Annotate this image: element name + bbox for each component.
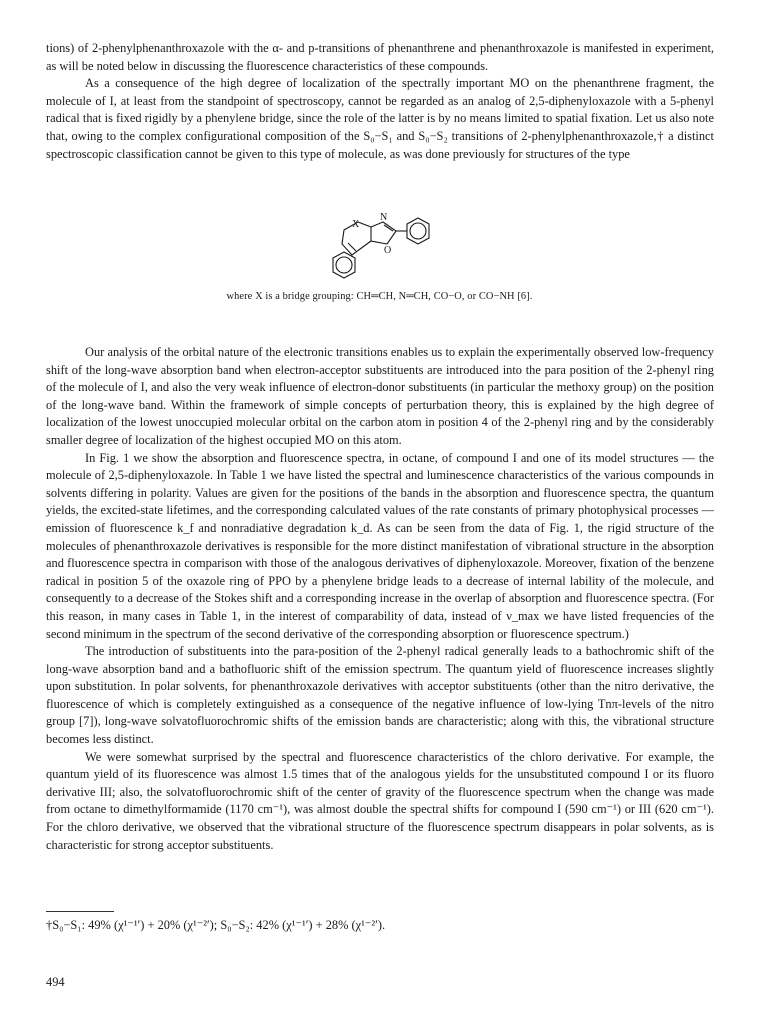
structure-caption: where X is a bridge grouping: CH═CH, N═CH, CO−O, or CO−NH [6]. — [226, 291, 533, 302]
bridge-inner-bond — [348, 243, 356, 251]
phenyl-ring-inner — [410, 223, 426, 239]
footnote-rule — [46, 911, 114, 912]
page-number: 494 — [46, 975, 65, 989]
atom-label-n: N — [380, 212, 388, 223]
chemical-structure — [300, 200, 450, 286]
paragraph-6: We were somewhat surprised by the spectral and fluorescence characteristics of the chloro derivative. For example, the quantum yield of its fluorescence was almost 1.5 times that of the analogous yields for the unsubstituted compound I or its fluoro derivative III; also, the solvatofluorochromic shift of the center of gravity of the fluorescence spectrum when the change was made from octane to dimethylformamide (1170 cm⁻¹), was almost double the spectral shifts for compound I (590 cm⁻¹) or III (620 cm⁻¹). For the chloro derivative, we observed that the vibrational structure of the fluorescence spectrum disappears in polar solvents, as is characteristic for strong acceptor substituents. — [46, 749, 714, 852]
paragraph-5: The introduction of substituents into the para-position of the 2-phenyl radical generally leads to a bathochromic shift of the long-wave absorption band and a bathofluoric shift of the emission spectrum. The quantum yield of fluorescence increases slightly upon substitution. In polar solvents, for phenanthroxazole derivatives with acceptor substituents (other than the nitro derivative, the fluorescence of which is completely extinguished as a consequence of the negative influence of low-lying Tnπ-levels of the nitro group [7]), long-wave solvatofluorochromic shifts of the emission bands are characteristic; along with this, the vibrational structure becomes less distinct. — [46, 644, 714, 747]
oxazole-ring — [371, 222, 396, 244]
footnote: †S₀−S₁: 49% (χ¹⁻¹′) + 20% (χ¹⁻²′); S₀−S₂: 42% (χ¹⁻¹′) + 28% (χ¹⁻²′). — [46, 918, 386, 932]
paragraph-2: As a consequence of the high degree of localization of the spectrally important MO on the phenanthrene fragment, the molecule of I, at least from the standpoint of spectroscopy, cannot be regarded as an analog of 2,5-diphenyloxazole with a 5-phenyl radical that is fixed rigidly by a phenylene bridge, since the role of the latter is by no means limited to spatial fixation. Let us also note that, owing to the complex configurational composition of the S₀−S₁ and S₀−S₂ transitions of 2-phenylphenanthroxazole,† a distinct spectroscopic classification cannot be given to this type of molecule, as was done previously for structures of the type — [46, 76, 714, 161]
paragraph-block-1 — [46, 40, 714, 163]
paragraph-1: tions) of 2-phenylphenanthroxazole with the α- and p-transitions of phenanthrene and phenanthroxazole is manifested in experiment, as will be noted below in discussing the fluorescence characteristics of these compounds. — [46, 41, 714, 73]
atom-label-o: O — [384, 245, 392, 256]
paragraph-3: Our analysis of the orbital nature of the electronic transitions enables us to explain the experimentally observed low-frequency shift of the long-wave absorption band when electron-acceptor substituents are introduced into the para position of the 2-phenyl ring of the molecule of I, and also the very weak influence of electron-donor substituents (in particular the methoxy group) on the position of the long-wave band. Within the framework of simple concepts of perturbation theory, this is explained by the high degree of localization of the lowest unoccupied molecular orbital on the carbon atom in position 4 of the 2-phenyl ring and by the considerably smaller degree of localization of the highest occupied MO on this atom. — [46, 345, 714, 447]
benzo-ring-inner — [336, 257, 352, 273]
paragraph-block-2 — [46, 344, 714, 854]
paragraph-4: In Fig. 1 we show the absorption and fluorescence spectra, in octane, of compound I and one of its model structures — the molecule of 2,5-diphenyloxazole. In Table 1 we have listed the spectral and luminescence characteristics of the various compounds in solvents differing in polarity. Values are given for the positions of the bands in the absorption and fluorescence spectra, the quantum yields, the excited-state lifetimes, and the corresponding calculated values of the rate constants of primary photophysical processes — emission of fluorescence k_f and nonradiative degradation k_d. As can be seen from the data of Fig. 1, the rigid structure of the molecules of phenanthroxazole derivatives is responsible for the more distinct manifestation of vibrational structure in the absorption and fluorescence spectra in comparison with those of the analogous derivatives of diphenyloxazole. Moreover, fixation of the benzene radical in position 5 of the oxazole ring of PPO by a phenylene bridge leads to a decrease of internal lability of the molecule, and consequently to a decrease of the Stokes shift and a corresponding increase in the overlap of absorption and fluorescence spectra. (For this reason, in many cases in Table 1, in the interest of comparability of data, instead of ν_max we have listed frequencies of the second minimum in the spectrum of the second derivative of the corresponding absorption or fluorescence spectrum.) — [46, 450, 714, 641]
atom-label-x: X — [352, 219, 360, 230]
